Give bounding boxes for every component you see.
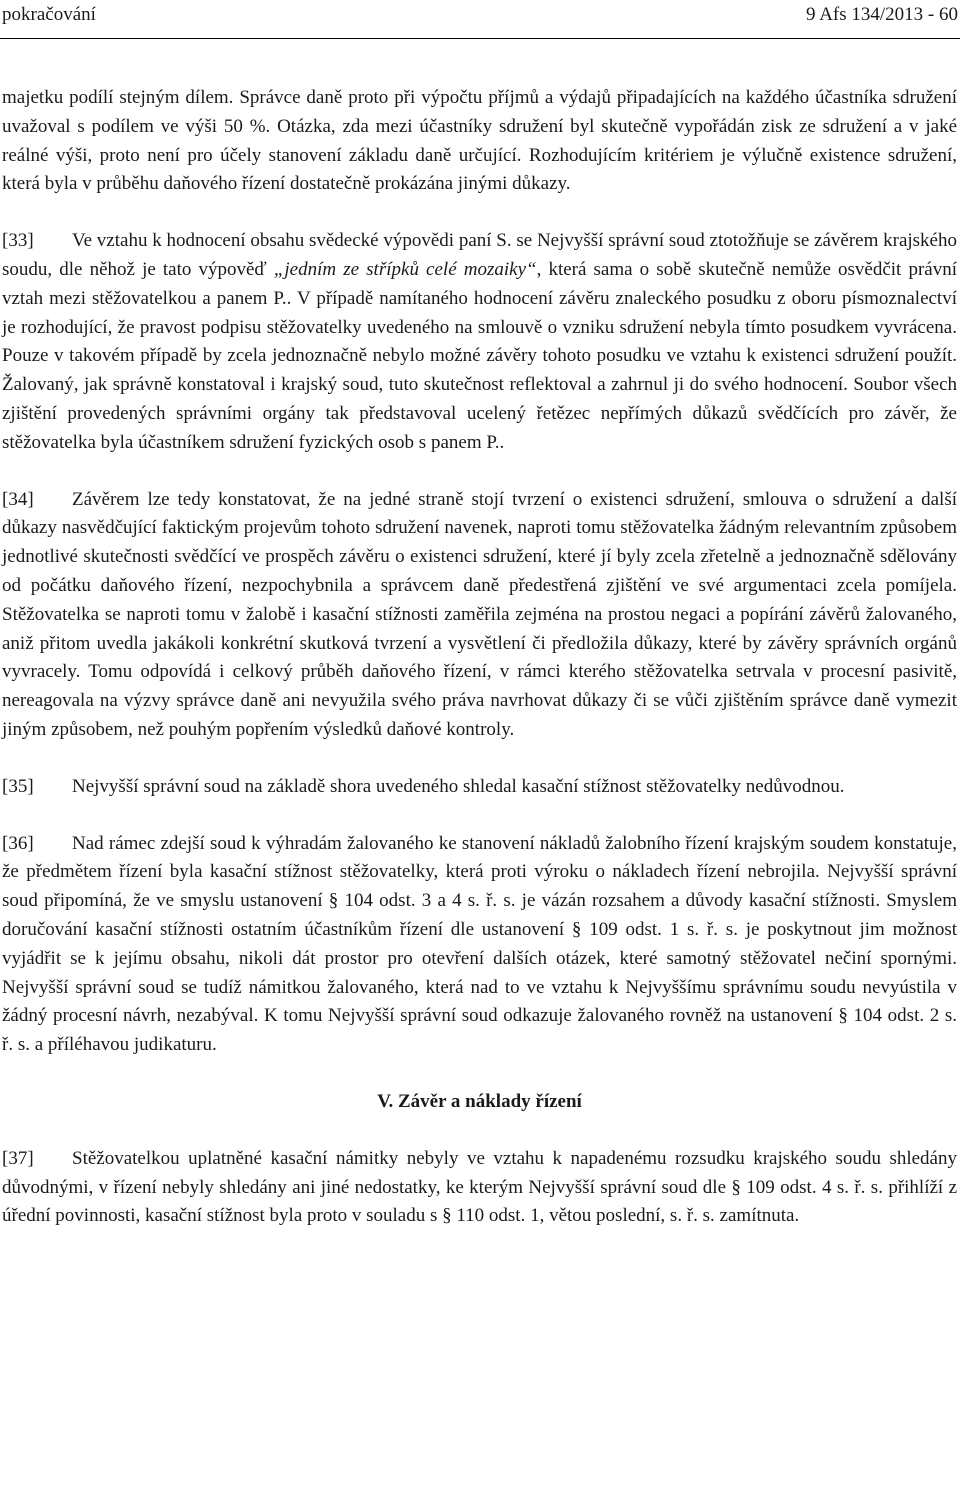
- header-divider: [0, 38, 960, 39]
- paragraph-33: [2, 227, 957, 457]
- paragraph-text: Nad rámec zdejší soud k výhradám žalovaného ke stanovení nákladů žalobního řízení krajským soudem konstatuje, že předmětem řízení byla kasační stížnost stěžovatelky, která proti výroku o nákladech řízení nebrojila. Nejvyšší správní soud připomíná, že ve smyslu ustanovení § 104 odst. 3 a 4 s. ř. s. je vázán rozsahem a důvody kasační stížnosti. Smyslem doručování kasační stížnosti ostatním účastníkům řízení dle ustanovení § 109 odst. 1 s. ř. s. je poskytnout jim možnost vyjádřit se k jejímu obsahu, nikoli dát prostor pro otevření dalších otázek, které samotný stěžovatel nečiní spornými. Nejvyšší správní soud se tudíž námitkou žalovaného, která nad to ve vztahu k Nejvyššímu správnímu soudu nevyústila v žádný procesní návrh, nezabýval. K tomu Nejvyšší správní soud odkazuje žalovaného rovněž na ustanovení § 104 odst. 2 s. ř. s. a příléhavou judikaturu.: [2, 832, 957, 1056]
- paragraph-number: [37]: [2, 1147, 34, 1169]
- paragraph-text-continued: , která sama o sobě skutečně nemůže osvědčit právní vztah mezi stěžovatelkou a panem P.. V případě namítaného hodnocení závěru znaleckého posudku z oboru písmoznalectví je rozhodující, že pravost podpisu stěžovatelky uvedeného na smlouvě o vzniku sdružení nebyla tímto posudkem vyvrácena. Pouze v takovém případě by zcela jednoznačně nebylo možné závěry tohoto posudku ve vztahu k existenci sdružení použít. Žalovaný, jak správně konstatoval i krajský soud, tuto skutečnost reflektoval a zahrnul ji do svého hodnocení. Soubor všech zjištění provedených správními orgány tak představoval ucelený řetězec nepřímých důkazů svědčících pro závěr, že stěžovatelka byla účastníkem sdružení fyzických osob s panem P..: [2, 258, 957, 453]
- paragraph-text: Nejvyšší správní soud na základě shora uvedeného shledal kasační stížnost stěžovatelky nedůvodnou.: [72, 775, 845, 797]
- document-body: [2, 84, 957, 1231]
- paragraph-35: [2, 773, 957, 802]
- paragraph-36: [2, 830, 957, 1060]
- paragraph-spacer: [2, 199, 957, 227]
- paragraph-number: [34]: [2, 488, 34, 510]
- paragraph-spacer: [2, 1060, 957, 1088]
- header-continuation-label: pokračování: [2, 4, 96, 25]
- paragraph-number: [33]: [2, 230, 34, 252]
- paragraph-spacer: [2, 1117, 957, 1145]
- quoted-phrase: „jedním ze střípků celé mozaiky“: [273, 258, 537, 280]
- paragraph-number: [35]: [2, 775, 34, 797]
- header-case-number: 9 Afs 134/2013 - 60: [806, 4, 958, 25]
- paragraph-spacer: [2, 745, 957, 773]
- paragraph-text: Stěžovatelkou uplatněné kasační námitky nebyly ve vztahu k napadenému rozsudku krajského soudu shledány důvodnými, v řízení nebyly shledány ani jiné nedostatky, ke kterým Nejvyšší správní soud dle § 109 odst. 4 s. ř. s. přihlíží z úřední povinnosti, kasační stížnost byla proto v souladu s § 110 odst. 1, větou poslední, s. ř. s. zamítnuta.: [2, 1147, 957, 1227]
- opening-paragraph: majetku podílí stejným dílem. Správce daně proto při výpočtu příjmů a výdajů připadajících na každého účastníka sdružení uvažoval s podílem ve výši 50 %. Otázka, zda mezi účastníky sdružení byl skutečně vypořádán zisk ze sdružení a v jaké reálné výši, proto není pro účely stanovení základu daně určující. Rozhodujícím kritériem je výlučně existence sdružení, která byla v průběhu daňového řízení dostatečně prokázána jinými důkazy.: [2, 87, 957, 195]
- paragraph-number: [36]: [2, 832, 34, 854]
- paragraph-spacer: [2, 458, 957, 486]
- paragraph-text: Ve vztahu k hodnocení obsahu svědecké výpovědi paní S. se Nejvyšší správní soud ztotožňuje se závěrem krajského soudu, dle něhož je tato výpověď: [2, 230, 957, 280]
- paragraph-text: Závěrem lze tedy konstatovat, že na jedné straně stojí tvrzení o existenci sdružení, smlouva o sdružení a další důkazy nasvědčující faktickým projevům tohoto sdružení navenek, naproti tomu stěžovatelka žádným relevantním způsobem jednotlivé skutečnosti svědčící ve prospěch závěru o existenci sdružení, které jí byly zcela zřetelně a jednoznačně sdělovány od počátku daňového řízení, nezpochybnila a správcem daně předestřená zjištění ve své argumentaci zcela pomíjela. Stěžovatelka se naproti tomu v žalobě i kasační stížnosti zaměřila zejména na prostou negaci a popírání závěrů žalovaného, aniž přitom uvedla jakákoli konkrétní skutková tvrzení a vysvětlení či předložila důkazy, které by závěry správních orgánů vyvracely. Tomu odpovídá i celkový průběh daňového řízení, v rámci kterého stěžovatelka setrvala v procesní pasivitě, nereagovala na výzvy správce daně ani nevyužila svého práva navrhovat důkazy či se vůči zjištěním správce daně vymezit jiným způsobem, než pouhým popřením výsledků daňové kontroly.: [2, 488, 957, 740]
- section-heading: V. Závěr a náklady řízení: [377, 1090, 582, 1112]
- paragraph-spacer: [2, 802, 957, 830]
- paragraph-37: [2, 1145, 957, 1231]
- paragraph-34: [2, 486, 957, 745]
